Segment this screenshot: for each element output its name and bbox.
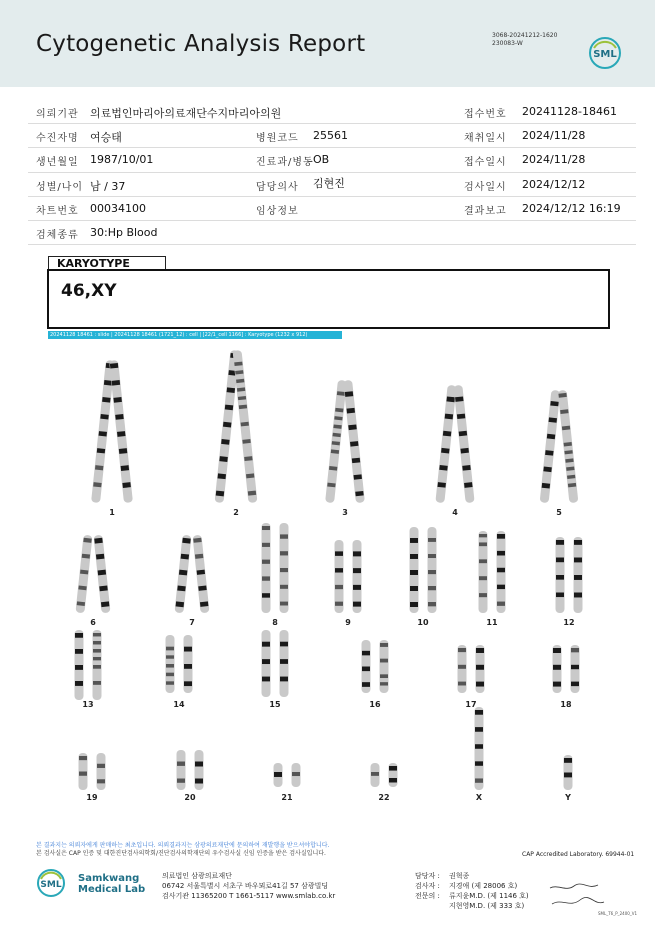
patient-info-table [28,100,636,245]
chromosome-label: 18 [560,700,572,709]
image-info-strip: 20241128 18461 : slide | 20241128 18461 (1721_12) : cell | [22/1_cell 1166] : Karyotype (1232 x 912) [48,331,342,339]
birth-value: 1987/10/01 [90,153,154,167]
samkwang-logo-text: SML [40,880,62,890]
form-code: SML_T6_P_2400_V1 [598,911,638,916]
karyotype-value: 46,XY [61,281,117,301]
specimen-value: 30:Hp Blood [90,225,158,239]
dept-value: OB [313,153,330,167]
chromosome-9 [335,540,362,613]
chromosome-label: 17 [465,700,477,709]
chromosome-3 [325,380,365,503]
staff-list: 담당자 : 권혁종 검사자 : 지경애 (제 28006 호) 전문의 : 류지윤M.D. (제 1146 호) 지현영M.D. (제 333 호) [415,872,529,910]
cap-accreditation: CAP Accredited Laboratory. 69944-01 [522,851,635,858]
chromosome-2 [215,350,258,503]
doctor-value: 김현진 [313,176,345,190]
chromosome-label: 14 [173,700,185,709]
chromosome-22 [371,763,398,787]
test-date-value: 2024/12/12 [522,177,586,191]
chromosome-label: 22 [378,793,390,802]
info-row: 수진자명 여승태 병원코드 25561 채취일시 2024/11/28 [28,124,636,148]
karyogram-image [0,345,655,815]
karyotype-tab: KARYOTYPE [48,256,166,269]
chromosome-label: 20 [184,793,196,802]
info-row: 생년월일 1987/10/01 진료과/병동 OB 접수일시 2024/11/28 [28,148,636,172]
chromosome-label: 5 [556,508,562,517]
info-row: 차트번호 00034100 임상정보 결과보고 2024/12/12 16:19 [28,197,636,221]
sex-age-value: 남 / 37 [90,179,126,193]
chromosome-x [475,707,484,790]
chromosome-label: 9 [345,618,351,627]
chromosome-label: 7 [189,618,195,627]
chromosome-18 [553,645,580,693]
chromosome-label: 15 [269,700,281,709]
chromosome-10 [410,527,437,613]
samkwang-logo-icon [36,868,66,898]
chromosome-label: 3 [342,508,348,517]
chromosome-label: 21 [281,793,293,802]
report-title: Cytogenetic Analysis Report [36,31,366,57]
report-header [0,0,655,87]
chromosome-label: 10 [417,618,429,627]
report-code: 3068-20241212-1620 230083-W [492,32,558,47]
chromosome-6 [75,535,110,614]
chromosome-label: X [475,793,483,802]
chromosome-y [564,755,573,790]
chromosome-20 [177,750,204,790]
chromosome-21 [274,763,301,787]
chromosome-4 [435,385,474,503]
chromosome-12 [556,537,583,613]
chromosome-label: 2 [233,508,239,517]
lab-name: Samkwang Medical Lab [78,873,146,895]
chromosome-13 [75,630,102,700]
chromosome-7 [174,535,209,614]
lab-address: 의료법인 삼광의료재단 06742 서울특별시 서초구 바우뫼로41길 57 삼광빌딩 검사기관 11365200 T 1661-5117 www.smlab.co.kr [162,872,336,900]
info-row: 검체종류 30:Hp Blood [28,221,636,245]
footer-notes: 본 결과지는 의뢰자에게 판매하는 최초입니다. 의뢰결과지는 삼광의료재단에 문의하여 재발행을 받으셔야합니다. 본 검사실은 CAP 인증 및 대한진단검사의학회/진단검사의학재단의 우수검사실 신임 인증을 받은 검사실입니다. [36,842,330,857]
chromosome-label: 1 [109,508,115,517]
info-row: 성별/나이 남 / 37 담당의사 김현진 검사일시 2024/12/12 [28,173,636,197]
chromosome-5 [540,390,579,503]
patient-value: 여승태 [90,131,122,145]
chromosome-19 [79,753,106,790]
receipt-date-value: 2024/11/28 [522,153,586,167]
collection-date-value: 2024/11/28 [522,129,586,143]
receipt-no-value: 20241128-18461 [522,105,617,118]
chart-no-value: 00034100 [90,201,146,215]
chromosome-label: 6 [90,618,96,627]
chromosome-17 [458,645,485,693]
institution-value: 의료법인마리아의료재단수지마리아의원 [90,107,282,120]
chromosome-label: 12 [563,618,575,627]
chromosome-label: 13 [82,700,94,709]
sml-logo-icon [588,36,622,70]
info-row: 의뢰기관 의료법인마리아의료재단수지마리아의원 접수번호 20241128-18461 [28,100,636,124]
sml-logo-text: SML [593,49,617,60]
chromosome-label: 16 [369,700,381,709]
chromosome-label: 19 [86,793,98,802]
chromosome-label: 11 [486,618,498,627]
hospital-code-value: 25561 [313,129,348,143]
chromosome-label: Y [565,793,571,802]
chromosome-label: 4 [452,508,458,517]
result-date-value: 2024/12/12 16:19 [522,201,621,215]
chromosome-14 [166,635,193,693]
chromosome-1 [91,360,133,503]
chromosome-15 [262,630,289,697]
chromosome-11 [479,531,506,613]
karyotype-box [47,269,610,329]
chromosome-label: 8 [272,618,278,627]
chromosome-8 [262,523,289,613]
chromosome-16 [362,640,389,693]
signature-image [548,880,608,910]
